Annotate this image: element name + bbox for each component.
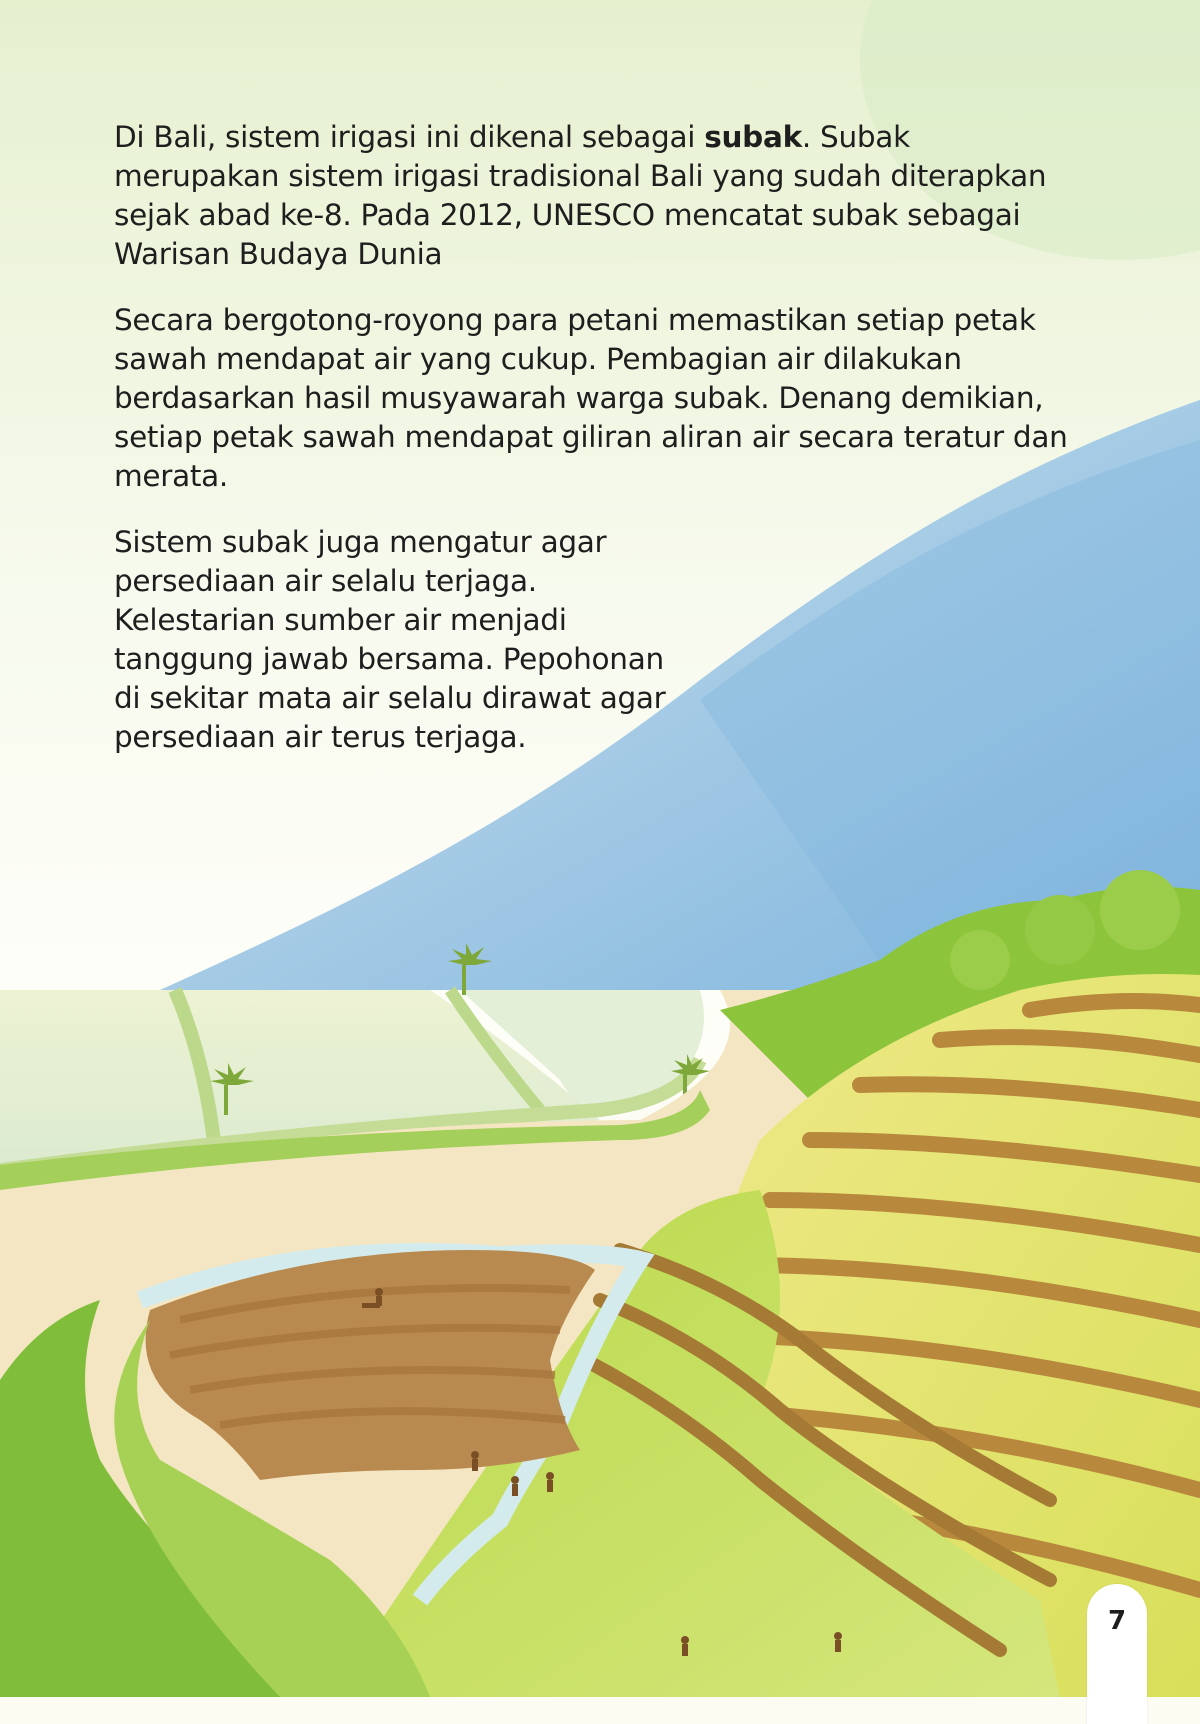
farmer-figure-icon (681, 1636, 689, 1656)
body-text (114, 118, 1074, 784)
farmer-figure-icon (511, 1476, 519, 1496)
bush (1025, 895, 1095, 965)
paragraph-1-text-start: Di Bali, sistem irigasi ini dikenal sebagai (114, 120, 705, 154)
page-number-tab (1087, 1584, 1147, 1724)
term-subak: subak (704, 120, 802, 154)
page-number: 7 (1107, 1606, 1127, 1636)
bush (950, 930, 1010, 990)
paragraph-3: Sistem subak juga mengatur agar persediaan air selalu terjaga. Kelestarian sumber air menjadi tanggung jawab bersama. Pepohonan di sekitar mata air selalu dirawat agar persediaan air terus terjaga. (114, 525, 666, 754)
farmer-figure-icon (471, 1451, 479, 1471)
bush (1100, 870, 1180, 950)
farmer-figure-icon (546, 1472, 554, 1492)
paragraph-1 (114, 118, 1074, 274)
farmer-figure-icon (834, 1632, 842, 1652)
paragraph-1-text-end: . Subak merupakan sistem irigasi tradisional Bali yang sudah diterapkan sejak abad ke-8. Pada 2012, UNESCO mencatat subak sebagai Warisan Budaya Dunia (114, 120, 1047, 271)
paragraph-2: Secara bergotong-royong para petani memastikan setiap petak sawah mendapat air yang cukup. Pembagian air dilakukan berdasarkan hasil musyawarah warga subak. Denang demikian, setiap petak sawah mendapat giliran aliran air secara teratur dan merata. (114, 303, 1068, 493)
